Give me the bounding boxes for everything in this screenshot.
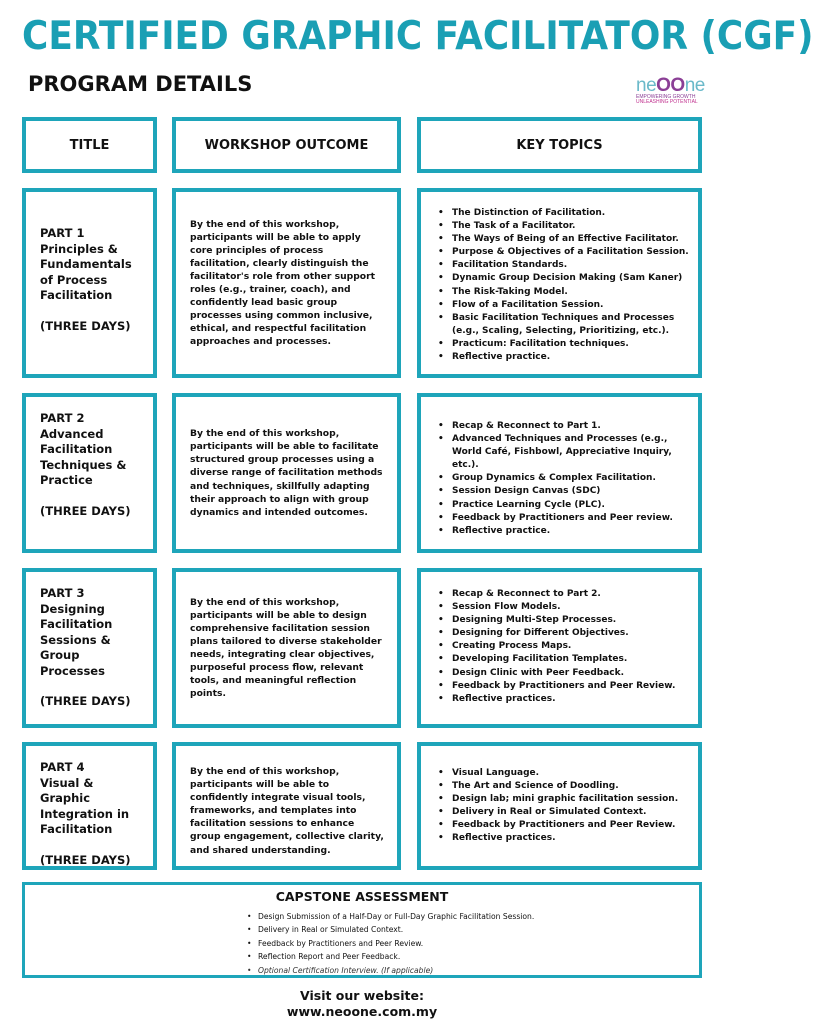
topic-item: • Group Dynamics & Complex Facilitation. xyxy=(435,472,690,485)
topic-item: • Reflective practice. xyxy=(435,351,690,364)
page-subtitle: PROGRAM DETAILS xyxy=(28,72,253,96)
topic-item: • Recap & Reconnect to Part 1. xyxy=(435,420,690,433)
topic-item: • Advanced Techniques and Processes (e.g., World Café, Fishbowl, Appreciative Inquiry, etc.). xyxy=(435,433,690,472)
topic-item: • Reflective practices. xyxy=(435,832,690,845)
topic-item: • Recap & Reconnect to Part 2. xyxy=(435,588,690,601)
part-4-outcome-cell xyxy=(172,742,401,870)
page-title: CERTIFIED GRAPHIC FACILITATOR (CGF) xyxy=(22,14,814,59)
part-label: PART 2 xyxy=(40,411,85,425)
capstone-list xyxy=(247,910,699,977)
logo-wordmark: neOOne xyxy=(636,75,705,96)
part-name: Visual & Graphic Integration in Facilitation xyxy=(40,775,130,836)
part-label: PART 1 xyxy=(40,226,85,240)
part-1-topics-cell xyxy=(417,188,702,378)
capstone-item: • Delivery in Real or Simulated Context. xyxy=(247,923,699,936)
topics-list xyxy=(435,767,690,846)
part-2-title-cell xyxy=(22,393,157,553)
topic-item: • Designing Multi-Step Processes. xyxy=(435,614,690,627)
part-3-outcome-cell xyxy=(172,568,401,728)
part-3-title-cell xyxy=(22,568,157,728)
capstone-item: • Feedback by Practitioners and Peer Review. xyxy=(247,937,699,950)
topic-item: • Visual Language. xyxy=(435,767,690,780)
footer-website-link[interactable]: www.neoone.com.my xyxy=(286,1004,438,1019)
capstone-heading: CAPSTONE ASSESSMENT xyxy=(275,889,449,904)
topic-item: • Delivery in Real or Simulated Context. xyxy=(435,806,690,819)
part-outcome-text: By the end of this workshop, participants will be able to confidently integrate visual tools, frameworks, and templates into facilitation sessions to enhance group engagement, collective clarity, and shared understanding. xyxy=(190,766,384,856)
part-1-title-cell xyxy=(22,188,157,378)
footer xyxy=(0,988,724,1020)
topic-item: • Dynamic Group Decision Making (Sam Kaner) xyxy=(435,272,690,285)
topics-list xyxy=(435,207,690,364)
part-3-topics-cell xyxy=(417,568,702,728)
part-1-outcome-cell xyxy=(172,188,401,378)
topic-item: • The Art and Science of Doodling. xyxy=(435,780,690,793)
logo-tagline-2: UNLEASHING POTENTIAL xyxy=(636,99,698,105)
part-4-title-cell xyxy=(22,742,157,870)
topic-item: • Basic Facilitation Techniques and Processes (e.g., Scaling, Selecting, Prioritizing, etc.). xyxy=(435,312,690,338)
logo-tagline: EMPOWERING GROWTH xyxy=(636,94,696,100)
column-header-topics: KEY TOPICS xyxy=(417,117,702,173)
topic-item: • The Ways of Being of an Effective Facilitator. xyxy=(435,233,690,246)
topic-item: • The Task of a Facilitator. xyxy=(435,220,690,233)
topic-item: • Creating Process Maps. xyxy=(435,640,690,653)
column-header-title: TITLE xyxy=(22,117,157,173)
part-duration: (THREE DAYS) xyxy=(40,503,131,518)
part-outcome-text: By the end of this workshop, participants will be able to design comprehensive facilitation session plans tailored to diverse stakeholder needs, integrating clear objectives, purposeful process flow, relevant tools, and meaningful reflection points. xyxy=(190,596,382,700)
topic-item: • Flow of a Facilitation Session. xyxy=(435,299,690,312)
part-duration: (THREE DAYS) xyxy=(40,694,131,708)
topic-item: • Design Clinic with Peer Feedback. xyxy=(435,667,690,680)
topic-item: • Reflective practice. xyxy=(435,525,690,538)
topic-item: • Practicum: Facilitation techniques. xyxy=(435,338,690,351)
topic-item: • Designing for Different Objectives. xyxy=(435,627,690,640)
part-duration: (THREE DAYS) xyxy=(40,318,131,333)
capstone-item: • Reflection Report and Peer Feedback. xyxy=(247,950,699,963)
topics-list xyxy=(435,588,690,706)
part-name: Principles & Fundamentals of Process Facilitation xyxy=(40,241,132,302)
topic-item: • Practice Learning Cycle (PLC). xyxy=(435,499,690,512)
topic-item: • Session Flow Models. xyxy=(435,601,690,614)
topic-item: • Feedback by Practitioners and Peer Review. xyxy=(435,819,690,832)
part-4-topics-cell xyxy=(417,742,702,870)
topic-item: • Feedback by Practitioners and Peer review. xyxy=(435,512,690,525)
topics-list xyxy=(435,420,690,538)
topic-item: • Reflective practices. xyxy=(435,693,690,706)
topic-item: • Feedback by Practitioners and Peer Review. xyxy=(435,680,690,693)
topic-item: • Facilitation Standards. xyxy=(435,259,690,272)
part-duration: (THREE DAYS) xyxy=(40,852,131,867)
part-outcome-text: By the end of this workshop, participants will be able to apply core principles of process facilitation, clearly distinguish the facilitator's role from other support roles (e.g., trainer, coach), and confidently lead basic group processes using common inclusive, ethical, and respectful facilitation approaches and processes. xyxy=(190,218,376,348)
part-name: Advanced Facilitation Techniques & Practice xyxy=(40,426,127,487)
part-label: PART 3 xyxy=(40,586,85,600)
capstone-item: • Design Submission of a Half-Day or Full-Day Graphic Facilitation Session. xyxy=(247,910,699,923)
footer-visit-label: Visit our website: xyxy=(300,988,424,1003)
part-2-topics-cell xyxy=(417,393,702,553)
part-name: Designing Facilitation Sessions & Group Processes xyxy=(40,601,113,678)
topic-item: • The Risk-Taking Model. xyxy=(435,286,690,299)
topic-item: • Design lab; mini graphic facilitation session. xyxy=(435,793,690,806)
part-outcome-text: By the end of this workshop, participants will be able to facilitate structured group processes using a diverse range of facilitation methods and techniques, skillfully adapting their approach to align with group dynamics and intended outcomes. xyxy=(190,428,383,518)
topic-item: • Purpose & Objectives of a Facilitation Session. xyxy=(435,246,690,259)
capstone-box xyxy=(22,882,702,978)
topic-item: • Session Design Canvas (SDC) xyxy=(435,485,690,498)
topic-item: • The Distinction of Facilitation. xyxy=(435,207,690,220)
column-header-outcome: WORKSHOP OUTCOME xyxy=(172,117,401,173)
capstone-optional-item: • Optional Certification Interview. (If applicable) xyxy=(247,964,699,977)
part-2-outcome-cell xyxy=(172,393,401,553)
topic-item: • Developing Facilitation Templates. xyxy=(435,653,690,666)
part-label: PART 4 xyxy=(40,760,85,774)
neoone-logo xyxy=(636,76,712,106)
